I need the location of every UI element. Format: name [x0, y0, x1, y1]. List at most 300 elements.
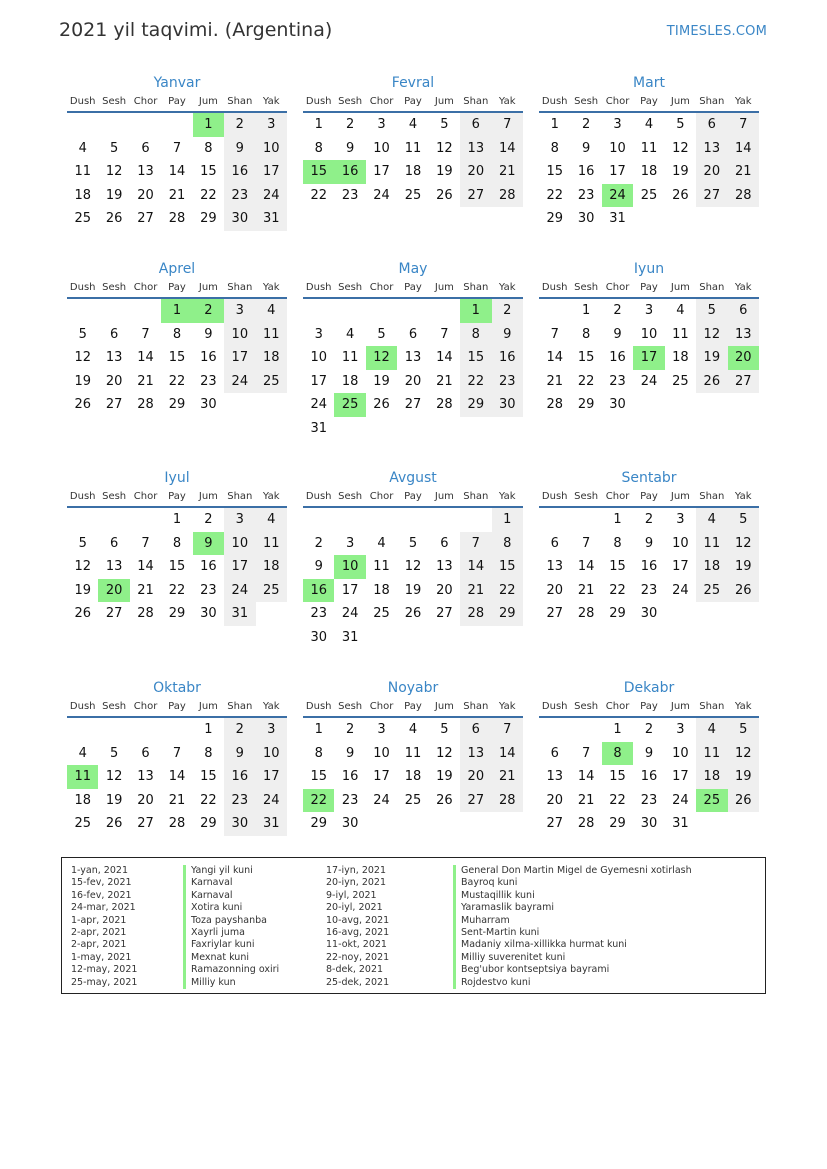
month-aprel: [67, 259, 287, 417]
week-row: [539, 789, 759, 813]
month-name: Mart: [633, 75, 665, 91]
day-cell: 2: [613, 303, 622, 318]
day-cell: 20: [137, 792, 154, 808]
day-cell: 26: [105, 816, 123, 832]
legend-holiday-name: Rojdestvo kuni: [453, 977, 692, 989]
week-row: [303, 579, 523, 603]
day-cell: 20: [404, 373, 422, 389]
day-cell: 22: [492, 579, 523, 603]
day-cell: 6: [408, 326, 418, 342]
day-cell: 11: [256, 323, 287, 347]
empty-day-cell: [665, 602, 696, 626]
month-name: Yanvar: [153, 75, 201, 91]
week-row: [539, 323, 759, 347]
day-cell: 8: [172, 535, 182, 551]
weekday-label: Jum: [198, 282, 218, 293]
legend-holiday-name: Mexnat kuni: [183, 952, 279, 964]
week-row: [303, 765, 523, 789]
day-cell: 3: [676, 722, 685, 737]
day-cell: 22: [303, 789, 334, 813]
legend-date: 15-fev, 2021: [71, 877, 132, 889]
day-cell: 22: [460, 370, 491, 394]
empty-day-cell: [366, 417, 397, 441]
weekday-label: Chor: [605, 701, 630, 712]
month-name: Iyun: [633, 261, 665, 277]
day-cell: 30: [609, 397, 626, 413]
day-cell: 14: [460, 555, 491, 579]
day-cell: 19: [373, 373, 390, 389]
day-cell: 13: [137, 769, 154, 785]
day-cell: 18: [256, 555, 287, 579]
day-cell: 11: [341, 350, 359, 366]
day-cell: 21: [728, 160, 759, 184]
day-cell: 3: [224, 508, 255, 532]
week-row: [539, 742, 759, 766]
legend-date: 16-avg, 2021: [326, 926, 390, 938]
legend-holiday-name: Toza payshanba: [183, 915, 279, 927]
day-cell: 23: [640, 792, 658, 808]
day-cell: 27: [404, 397, 422, 413]
weekday-label: Yak: [262, 701, 280, 712]
day-cell: 18: [672, 350, 689, 366]
weekday-label: Shan: [699, 491, 725, 502]
day-cell: 27: [460, 184, 491, 208]
day-cell: 25: [404, 792, 422, 808]
weekday-label: Yak: [498, 701, 516, 712]
empty-day-cell: [429, 508, 460, 532]
day-cell: 31: [609, 211, 626, 227]
day-cell: 27: [105, 397, 123, 413]
day-cell: 25: [672, 373, 689, 389]
empty-day-cell: [728, 207, 759, 231]
month-noyabr: [303, 678, 523, 836]
day-cell: 1: [172, 512, 182, 527]
day-cell: 23: [200, 582, 217, 598]
day-cell: 9: [492, 323, 523, 347]
week-row: [67, 299, 287, 323]
day-cell: 5: [728, 718, 759, 742]
day-cell: 8: [314, 745, 323, 761]
day-cell: 22: [577, 373, 595, 389]
legend-holiday-name: Sent-Martin kuni: [453, 927, 692, 939]
weekday-label: Shan: [227, 491, 253, 502]
week-row: [67, 812, 287, 836]
weekday-label: Chor: [605, 96, 630, 107]
empty-day-cell: [256, 393, 287, 417]
day-cell: 5: [440, 117, 449, 132]
week-row: [539, 508, 759, 532]
weekday-label: Sesh: [574, 701, 599, 712]
legend-holiday-name: Karnaval: [183, 890, 279, 902]
weekday-label: Jum: [670, 96, 690, 107]
weekday-label: Shan: [463, 282, 489, 293]
legend-date: 25-dek, 2021: [326, 976, 390, 988]
day-cell: 29: [460, 393, 491, 417]
empty-day-cell: [366, 626, 397, 650]
page-title: 2021 yil taqvimi. (Argentina): [59, 19, 333, 41]
legend-holiday-name: General Don Martin Migel de Gyemesni xotirlash: [453, 865, 692, 877]
day-cell: 30: [640, 816, 658, 832]
weekday-label: Sesh: [338, 282, 363, 293]
legend-names-column: [453, 865, 692, 989]
week-row: [67, 207, 287, 231]
day-cell: 14: [137, 350, 154, 366]
day-cell: 6: [141, 745, 150, 761]
day-cell: 11: [256, 532, 287, 556]
day-cell: 20: [460, 765, 491, 789]
legend-date: 12-may, 2021: [71, 964, 138, 976]
weekday-label: Dush: [541, 491, 568, 502]
empty-day-cell: [130, 299, 161, 323]
weekday-label: Pay: [168, 491, 186, 502]
day-cell: 31: [256, 207, 287, 231]
empty-day-cell: [130, 718, 161, 742]
week-row: [303, 299, 523, 323]
day-cell: 28: [577, 816, 595, 832]
day-cell: 29: [168, 606, 186, 622]
day-cell: 7: [728, 113, 759, 137]
day-cell: 29: [609, 606, 626, 622]
day-cell: 9: [345, 140, 355, 156]
week-row: [303, 370, 523, 394]
legend-holiday-name: Yangi yil kuni: [183, 865, 279, 877]
day-cell: 9: [644, 535, 654, 551]
day-cell: 12: [74, 559, 91, 575]
day-cell: 8: [613, 535, 622, 551]
day-cell: 26: [74, 397, 91, 413]
empty-day-cell: [460, 508, 491, 532]
empty-day-cell: [303, 299, 334, 323]
day-cell: 9: [581, 140, 591, 156]
day-cell: 17: [672, 769, 689, 785]
day-cell: 28: [168, 211, 186, 227]
day-cell: 26: [436, 792, 453, 808]
day-cell: 19: [105, 187, 123, 203]
week-row: [539, 812, 759, 836]
day-cell: 15: [609, 559, 626, 575]
day-cell: 19: [436, 769, 453, 785]
day-cell: 27: [728, 370, 759, 394]
day-cell: 28: [168, 816, 186, 832]
day-cell: 10: [672, 535, 689, 551]
day-cell: 16: [577, 164, 595, 180]
weekday-label: Chor: [133, 701, 158, 712]
day-cell: 18: [74, 187, 91, 203]
day-cell: 24: [373, 792, 390, 808]
day-cell: 6: [460, 113, 491, 137]
day-cell: 17: [672, 559, 689, 575]
day-cell: 16: [640, 559, 658, 575]
day-cell: 6: [728, 299, 759, 323]
day-cell: 21: [137, 582, 154, 598]
weekday-label: Yak: [498, 282, 516, 293]
month-name: Fevral: [391, 75, 435, 91]
day-cell: 27: [546, 816, 563, 832]
day-cell: 28: [728, 184, 759, 208]
day-cell: 19: [728, 765, 759, 789]
day-cell: 2: [224, 718, 255, 742]
day-cell: 9: [224, 742, 255, 766]
day-cell: 17: [341, 582, 359, 598]
day-cell: 17: [256, 160, 287, 184]
empty-day-cell: [696, 393, 727, 417]
empty-day-cell: [633, 393, 664, 417]
empty-day-cell: [728, 812, 759, 836]
week-row: [67, 555, 287, 579]
weekday-label: Dush: [541, 96, 568, 107]
day-cell: 7: [172, 745, 182, 761]
week-row: [67, 602, 287, 626]
month-name: Avgust: [389, 470, 437, 486]
month-dekabr: [539, 678, 759, 836]
empty-day-cell: [366, 508, 397, 532]
day-cell: 28: [492, 789, 523, 813]
day-cell: 9: [204, 326, 213, 342]
week-row: [539, 602, 759, 626]
weekday-label: Jum: [434, 282, 454, 293]
weekday-label: Pay: [168, 96, 186, 107]
day-cell: 14: [168, 769, 186, 785]
day-cell: 16: [224, 160, 255, 184]
legend-date: 20-iyl, 2021: [326, 902, 383, 914]
month-name: Sentabr: [621, 470, 677, 486]
day-cell: 21: [436, 373, 453, 389]
empty-day-cell: [397, 299, 428, 323]
day-cell: 29: [200, 211, 217, 227]
month-name: May: [398, 261, 428, 277]
day-cell: 6: [141, 140, 150, 156]
day-cell: 29: [168, 397, 186, 413]
day-cell: 13: [728, 323, 759, 347]
weekday-label: Dush: [541, 282, 568, 293]
day-cell: 7: [581, 745, 591, 761]
day-cell: 22: [310, 187, 327, 203]
day-cell: 4: [696, 718, 727, 742]
week-row: [539, 579, 759, 603]
day-cell: 5: [408, 535, 418, 551]
day-cell: 15: [200, 769, 217, 785]
weekday-label: Sesh: [102, 96, 127, 107]
weekday-label: Jum: [434, 701, 454, 712]
week-row: [303, 346, 523, 370]
day-cell: 23: [310, 606, 327, 622]
weekday-label: Pay: [168, 701, 186, 712]
empty-day-cell: [397, 812, 428, 836]
day-cell: 7: [141, 326, 150, 342]
day-cell: 26: [728, 789, 759, 813]
day-cell: 7: [492, 718, 523, 742]
weekday-label: Chor: [369, 491, 394, 502]
weekday-label: Shan: [699, 96, 725, 107]
day-cell: 19: [672, 164, 689, 180]
day-cell: 13: [105, 350, 123, 366]
day-cell: 28: [436, 397, 453, 413]
day-cell: 22: [609, 582, 626, 598]
week-row: [67, 579, 287, 603]
weekday-label: Dush: [69, 96, 96, 107]
day-cell: 26: [105, 211, 123, 227]
day-cell: 4: [408, 722, 418, 737]
day-cell: 29: [200, 816, 217, 832]
empty-day-cell: [539, 299, 570, 323]
week-row: [67, 346, 287, 370]
weekday-header: [539, 93, 759, 113]
month-iyun: [539, 259, 759, 417]
day-cell: 17: [373, 164, 390, 180]
day-cell: 7: [581, 535, 591, 551]
weekday-label: Dush: [541, 701, 568, 712]
day-cell: 27: [105, 606, 123, 622]
weekday-label: Chor: [369, 701, 394, 712]
day-cell: 8: [172, 326, 182, 342]
day-cell: 22: [200, 187, 217, 203]
empty-day-cell: [492, 417, 523, 441]
day-cell: 7: [440, 326, 449, 342]
day-cell: 24: [672, 792, 689, 808]
weekday-label: Chor: [133, 96, 158, 107]
weekday-label: Dush: [305, 282, 332, 293]
weekday-label: Pay: [168, 282, 186, 293]
day-cell: 5: [377, 326, 386, 342]
month-oktabr: [67, 678, 287, 836]
day-cell: 19: [105, 792, 123, 808]
day-cell: 23: [341, 792, 359, 808]
empty-day-cell: [98, 299, 129, 323]
week-row: [303, 789, 523, 813]
day-cell: 25: [74, 211, 91, 227]
weekday-label: Jum: [670, 491, 690, 502]
day-cell: 22: [609, 792, 626, 808]
day-cell: 12: [366, 346, 397, 370]
day-cell: 13: [105, 559, 123, 575]
weekday-label: Sesh: [574, 491, 599, 502]
day-cell: 21: [492, 765, 523, 789]
weekday-header: [539, 279, 759, 299]
day-cell: 18: [256, 346, 287, 370]
empty-day-cell: [570, 508, 601, 532]
month-mart: [539, 73, 759, 231]
weekday-label: Jum: [670, 701, 690, 712]
day-cell: 5: [78, 326, 87, 342]
weekday-label: Dush: [69, 491, 96, 502]
empty-day-cell: [130, 113, 161, 137]
empty-day-cell: [67, 508, 98, 532]
month-fevral: [303, 73, 523, 207]
day-cell: 18: [373, 582, 390, 598]
day-cell: 6: [696, 113, 727, 137]
day-cell: 12: [436, 745, 453, 761]
day-cell: 3: [224, 299, 255, 323]
day-cell: 12: [436, 140, 453, 156]
legend-dates-column: [71, 865, 137, 989]
day-cell: 7: [460, 532, 491, 556]
day-cell: 1: [581, 303, 591, 318]
day-cell: 2: [193, 299, 224, 323]
day-cell: 3: [644, 303, 654, 318]
weekday-label: Chor: [133, 491, 158, 502]
day-cell: 27: [696, 184, 727, 208]
legend-date: 24-mar, 2021: [71, 902, 136, 914]
day-cell: 1: [314, 117, 323, 132]
site-link[interactable]: TIMESLES.COM: [666, 24, 767, 39]
week-row: [67, 789, 287, 813]
weekday-header: [303, 279, 523, 299]
day-cell: 15: [577, 350, 595, 366]
day-cell: 21: [168, 792, 186, 808]
day-cell: 23: [577, 187, 595, 203]
day-cell: 20: [98, 579, 129, 603]
legend-date: 9-iyl, 2021: [326, 889, 377, 901]
day-cell: 3: [256, 113, 287, 137]
week-row: [539, 137, 759, 161]
month-may: [303, 259, 523, 441]
day-cell: 11: [696, 532, 727, 556]
day-cell: 27: [460, 789, 491, 813]
empty-day-cell: [539, 508, 570, 532]
weekday-label: Sesh: [102, 282, 127, 293]
week-row: [303, 137, 523, 161]
empty-day-cell: [334, 508, 365, 532]
day-cell: 1: [613, 512, 622, 527]
day-cell: 23: [341, 187, 359, 203]
weekday-label: Yak: [262, 96, 280, 107]
day-cell: 13: [137, 164, 154, 180]
day-cell: 2: [644, 512, 654, 527]
weekday-label: Pay: [404, 491, 422, 502]
empty-day-cell: [696, 602, 727, 626]
day-cell: 4: [256, 299, 287, 323]
day-cell: 11: [404, 745, 422, 761]
day-cell: 27: [546, 606, 563, 622]
day-cell: 31: [341, 629, 359, 645]
day-cell: 9: [613, 326, 622, 342]
day-cell: 26: [436, 187, 453, 203]
weekday-label: Shan: [463, 491, 489, 502]
week-row: [303, 742, 523, 766]
day-cell: 5: [78, 535, 87, 551]
day-cell: 2: [644, 722, 654, 737]
empty-day-cell: [696, 812, 727, 836]
day-cell: 14: [492, 137, 523, 161]
weekday-label: Dush: [69, 701, 96, 712]
week-row: [539, 113, 759, 137]
day-cell: 30: [492, 393, 523, 417]
empty-day-cell: [67, 718, 98, 742]
day-cell: 20: [137, 187, 154, 203]
day-cell: 9: [224, 137, 255, 161]
week-row: [67, 765, 287, 789]
day-cell: 26: [728, 579, 759, 603]
week-row: [303, 718, 523, 742]
weekday-header: [303, 488, 523, 508]
day-cell: 16: [224, 765, 255, 789]
day-cell: 14: [137, 559, 154, 575]
day-cell: 16: [334, 160, 365, 184]
day-cell: 27: [137, 211, 154, 227]
legend-holiday-name: Madaniy xilma-xillikka hurmat kuni: [453, 939, 692, 951]
weekday-label: Shan: [227, 282, 253, 293]
day-cell: 22: [168, 582, 186, 598]
legend-date: 8-dek, 2021: [326, 964, 384, 976]
week-row: [303, 508, 523, 532]
day-cell: 9: [345, 745, 355, 761]
empty-day-cell: [460, 812, 491, 836]
day-cell: 7: [141, 535, 150, 551]
empty-day-cell: [224, 393, 255, 417]
week-row: [539, 393, 759, 417]
day-cell: 2: [492, 299, 523, 323]
day-cell: 18: [404, 769, 422, 785]
